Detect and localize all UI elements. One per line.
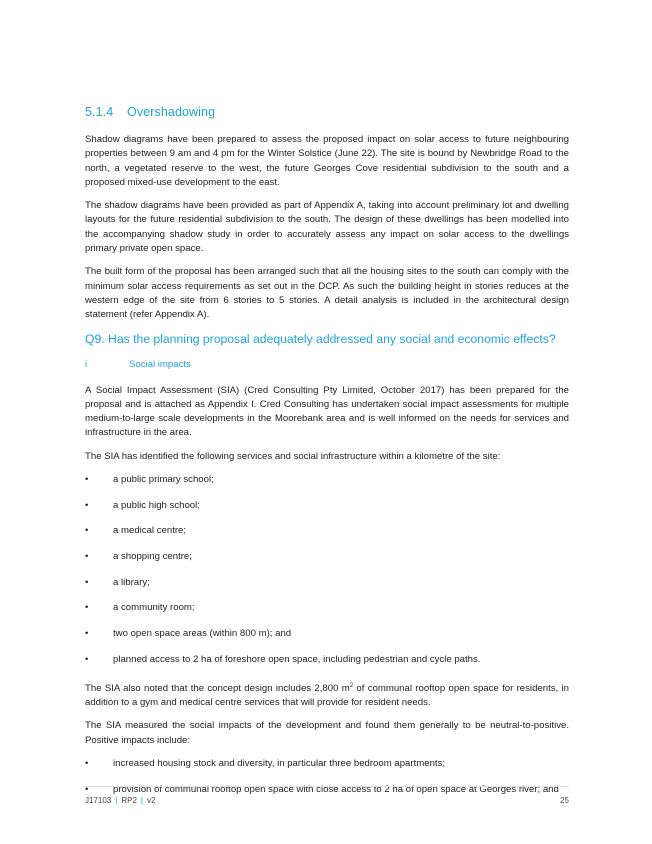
page-content bbox=[85, 105, 569, 808]
list-item: • a library; bbox=[85, 576, 150, 588]
bullet-icon: • bbox=[85, 653, 89, 665]
bullet-icon: • bbox=[85, 602, 89, 614]
footer-reference: J17103 | RP2 | v2 bbox=[85, 796, 156, 805]
bullet-icon: • bbox=[85, 525, 89, 537]
paragraph: A Social Impact Assessment (SIA) (Cred Consulting Pty Limited, October 2017) has been prepared for the proposal and is attached as Appendix I. Cred Consulting has undertaken social impact assessments for multiple medium-to-large scale developments in the Moorebank area and is well informed on the needs for services and infrastructure in the area. bbox=[85, 384, 569, 439]
bullet-icon: • bbox=[85, 783, 89, 795]
paragraph: The SIA has identified the following services and social infrastructure within a kilometre of the site: bbox=[85, 450, 501, 462]
section-title: Overshadowing bbox=[127, 105, 216, 119]
section-number: 5.1.4 bbox=[85, 105, 114, 119]
list-item: • a community room; bbox=[85, 602, 195, 614]
question-heading: Q9. Has the planning proposal adequately addressed any social and economic effects? bbox=[85, 331, 556, 346]
paragraph: The shadow diagrams have been provided as part of Appendix A, taking into account preliminary lot and dwelling layouts for the future residential subdivision to the south. The design of these dwellings has been modelled into the accompanying shadow study in order to accurately assess any impact on solar access to the dwellings primary private open space. bbox=[85, 200, 569, 255]
list-item: • two open space areas (within 800 m); and bbox=[85, 628, 292, 640]
list-item: • increased housing stock and diversity, in particular three bedroom apartments; bbox=[85, 757, 446, 769]
bullet-icon: • bbox=[85, 576, 89, 588]
subsection-title: Social impacts bbox=[129, 358, 191, 370]
rooftop-paragraph: The SIA also noted that the concept design includes 2,800 $m^2$ of communal rooftop open space for residents, in addition to a gym and medical centre services that will provide for resident needs. bbox=[85, 682, 569, 709]
subsection-number: i bbox=[85, 358, 88, 370]
section-heading bbox=[85, 105, 569, 119]
bullet-icon: • bbox=[85, 757, 89, 769]
superscript: 2 bbox=[349, 682, 354, 689]
list-item: • provision of communal rooftop open space with close access to 2 ha of open space at Georges river; and bbox=[85, 783, 559, 795]
bullet-icon: • bbox=[85, 551, 89, 563]
bullet-icon: • bbox=[85, 499, 89, 511]
list-item: • a shopping centre; bbox=[85, 551, 192, 563]
page-number: 25 bbox=[560, 796, 569, 805]
list-item: • planned access to 2 ha of foreshore open space, including pedestrian and cycle paths. bbox=[85, 653, 481, 665]
bullet-icon: • bbox=[85, 474, 89, 486]
paragraph: The SIA measured the social impacts of the development and found them generally to be neutral-to-positive. Positive impacts include: bbox=[85, 720, 569, 746]
list-item: • a public primary school; bbox=[85, 474, 214, 486]
list-item: • a medical centre; bbox=[85, 525, 187, 537]
paragraph: The built form of the proposal has been arranged such that all the housing sites to the south can comply with the minimum solar access requirements as set out in the DCP. As such the building height in stories reduces at the western edge of the site from 6 stories to 5 stories. A detail analysis is included in the architectural design statement (refer Appendix A). bbox=[85, 266, 569, 321]
page-footer bbox=[85, 786, 569, 805]
list-item: • a public high school; bbox=[85, 499, 200, 511]
subsection-heading bbox=[85, 359, 569, 370]
services-list bbox=[85, 473, 569, 667]
bullet-icon: • bbox=[85, 628, 89, 640]
paragraph: Shadow diagrams have been prepared to assess the proposed impact on solar access to future neighbouring properties between 9 am and 4 pm for the Winter Solstice (June 22). The site is bound by Newbridge Road to the north, a vegetated reserve to the west, the future Georges Cove residential subdivision to the south and a proposed mixed-use development to the east. bbox=[85, 134, 569, 188]
